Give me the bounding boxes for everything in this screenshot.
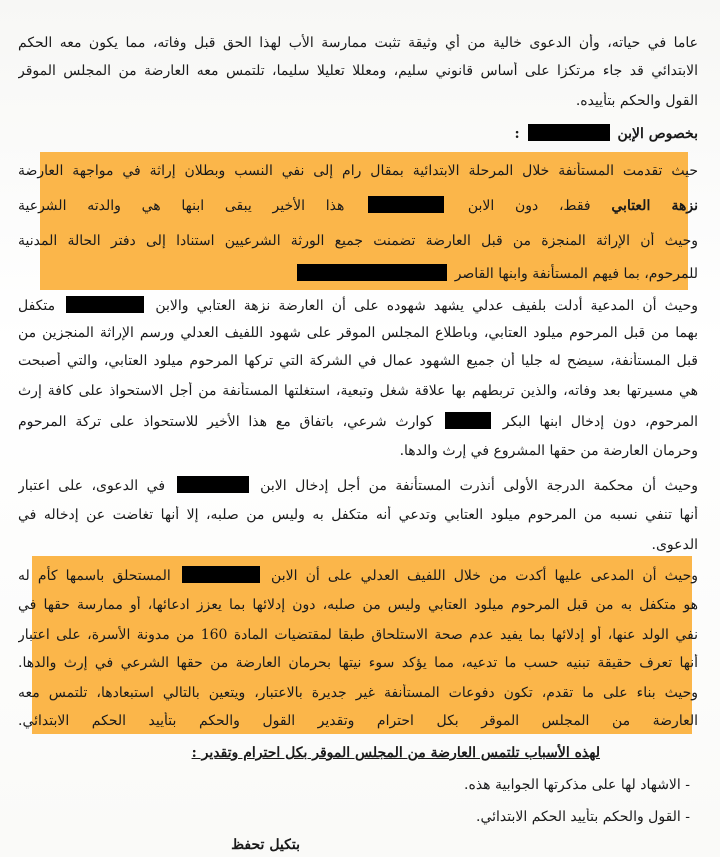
request-2: - القول والحكم بتأييد الحكم الابتدائي. bbox=[476, 809, 690, 825]
p3-line-4: هي مسيرتها بعد وفاته، والذين تربطهم بها علاقة شغل وتبعية، استغلتها المستأنفة من أجل الاستحواذ على كافة إرث bbox=[18, 383, 698, 399]
redaction-eldest-son bbox=[445, 412, 491, 429]
p5-line-6: العارضة من المجلس الموقر بكل احترام وتقدير القول والحكم بتأييد الحكم الابتدائي. bbox=[18, 713, 698, 729]
p2-line-4: للمرحوم، بما فيهم المستأنفة وابنها القاصر bbox=[18, 264, 698, 284]
p5-line-1: وحيث أن المدعى عليها أكدت من خلال اللفيف العدلي على أن الابن المستحلق باسمها كأم له bbox=[18, 568, 698, 584]
redaction-son-name-5 bbox=[182, 566, 260, 583]
conclusion-heading: لهذه الأسباب تلتمس العارضة من المجلس الموقر بكل احترام وتقدير : bbox=[191, 745, 600, 761]
p4-line-2: أنها تنفي نسبه من المرحوم ميلود العتابي وتدعي أنه متكفل به وليس من صلبه، إلا أنها تغاضت عن إدخاله في bbox=[18, 507, 698, 523]
p3-line-2: بهما من قبل المرحوم ميلود العتابي، وباطلاع المجلس الموقر على شهود اللفيف العدلي ورسم الإراثة المنجزين من bbox=[18, 325, 698, 341]
p3-line-5: المرحوم، دون إدخال ابنها البكر كوارث شرعي، باتفاق مع هذا الأخير للاستحواذ على تركة المرحوم bbox=[18, 414, 698, 430]
p2-line-3: وحيث أن الإراثة المنجزة من قبل العارضة تضمنت جميع الورثة الشرعيين استنادا إلى دفتر الحالة المدنية bbox=[18, 233, 698, 249]
redaction-son-name-3 bbox=[66, 296, 144, 313]
redaction-son-name-2 bbox=[368, 196, 444, 213]
p3-line-1: وحيث أن المدعية أدلت بلفيف عدلي يشهد شهوده على أن العارضة نزهة العتابي والابن متكفل bbox=[18, 298, 698, 314]
p1-line-2: الابتدائي قد جاء مرتكزا على أساس قانوني سليم، ومعللا تعليلا سليما، تلتمس معه العارضة من المجلس الموقر bbox=[18, 63, 698, 79]
p4-line-3: الدعوى. bbox=[651, 537, 698, 553]
request-1: - الاشهاد لها على مذكرتها الجوابية هذه. bbox=[464, 777, 690, 793]
p4-line-1: وحيث أن محكمة الدرجة الأولى أنذرت المستأنفة من أجل إدخال الابن في الدعوى، على اعتبار bbox=[18, 478, 698, 494]
p3-line-3: قبل المستأنفة، سيضح له جليا أن جميع الشهود عمال في الشركة التي تركها المرحوم ميلود العتابي، والتي أصبحت bbox=[18, 353, 698, 369]
p5-line-4: أنها تعرف حقيقة تبنيه حسب ما تدعيه، مما يؤكد سوء نيتها بحرمان العارضة من حقها الشرعي في إرث والدها. bbox=[18, 655, 698, 671]
redaction-minor-name bbox=[297, 264, 447, 281]
p1-line-1: عاما في حياته، وأن الدعوى خالية من أي وثيقة تثبت ممارسة الأب لهذا الحق قبل وفاته، مما يكون معه الحكم bbox=[18, 35, 698, 51]
p1-line-3: القول والحكم بتأييده. bbox=[575, 93, 698, 109]
redaction-son-name-4 bbox=[177, 476, 249, 493]
p5-line-2: هو متكفل به من قبل المرحوم ميلود العتابي وليس من صلبه، دون إدلائها بما يعزز ادعائها، أو ممارسة حقها في bbox=[18, 597, 698, 613]
p3-line-6: وحرمان العارضة من حقها المشروع في إرث والدها. bbox=[399, 443, 698, 459]
p2-line-2: نزهة العتابي فقط، دون الابن هذا الأخير يبقى ابنها هي والدته الشرعية bbox=[18, 198, 698, 214]
signature-line: بتكيل تحفظ bbox=[231, 837, 300, 853]
p5-line-5: وحيث بناء على ما تقدم، تكون دفوعات المستأنفة غير جديرة بالاعتبار، ويتعين بالتالي استبعادها، تلتمس معه bbox=[18, 685, 698, 701]
p5-line-3: نفي الولد عنها، أو إدلائها بما يفيد عدم صحة الاستلحاق طبقا لمقتضيات المادة 160 من مدونة الأسرة، على اعتبار bbox=[18, 627, 698, 643]
redaction-son-name bbox=[528, 124, 610, 141]
p2-line-1: حيث تقدمت المستأنفة خلال المرحلة الابتدائية بمقال رام إلى نفي النسب وبطلان إراثة في مواجهة العارضة bbox=[18, 163, 698, 179]
son-heading: بخصوص الإبن : bbox=[514, 126, 698, 142]
